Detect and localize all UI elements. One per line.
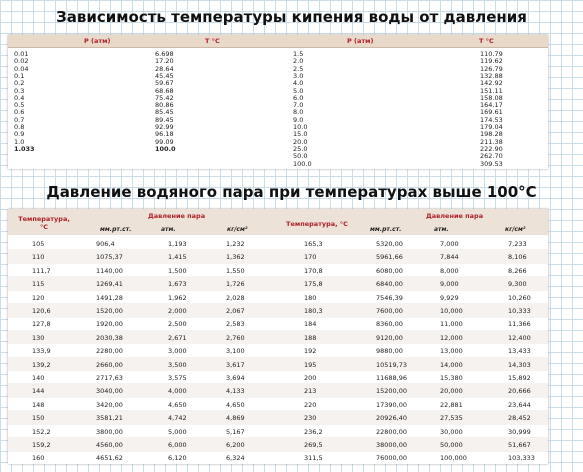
vapor-table-cell: 3420,00 bbox=[96, 400, 123, 409]
vapor-table-cell: 120,6 bbox=[32, 307, 51, 315]
vapor-table-cell: 100,000 bbox=[440, 454, 467, 463]
vapor-table-cell: 10519,73 bbox=[376, 360, 408, 369]
boiling-table-cell: 119.62 bbox=[480, 57, 503, 66]
vapor-table-cell: 2,500 bbox=[168, 320, 187, 329]
table-row bbox=[8, 357, 548, 372]
boiling-table-cell: 8.0 bbox=[293, 108, 304, 117]
vapor-table-cell: 15,892 bbox=[508, 374, 531, 382]
vapor-table-cell: 13,000 bbox=[440, 347, 463, 356]
boiling-table-cell: 7.0 bbox=[293, 101, 304, 110]
vapor-table-cell: 76000,00 bbox=[376, 454, 408, 463]
boiling-table-header bbox=[8, 35, 548, 48]
boiling-table-cell: 169.61 bbox=[480, 108, 503, 117]
vapor-table-cell: 5320,00 bbox=[376, 240, 403, 248]
vapor-table-cell: 3,100 bbox=[226, 347, 245, 356]
vapor-table-cell: 2,000 bbox=[168, 307, 187, 315]
vapor-table-cell: 1269,41 bbox=[96, 280, 123, 289]
vapor-table-cell: 9,929 bbox=[440, 293, 459, 302]
boiling-table-cell: 6.698 bbox=[155, 50, 174, 58]
boiling-table-cell: 142.92 bbox=[480, 79, 503, 88]
vapor-table-cell: 180 bbox=[304, 293, 317, 302]
table-row bbox=[8, 290, 548, 305]
vapor-table-cell: 4,133 bbox=[226, 387, 245, 396]
vapor-table-cell: 4,650 bbox=[226, 400, 245, 409]
vapor-table-cell: 30,000 bbox=[440, 427, 463, 436]
vapor-table-cell: 2660,00 bbox=[96, 360, 123, 369]
vapor-table-cell: 38000,00 bbox=[376, 441, 408, 449]
vapor-table-cell: 22,881 bbox=[440, 400, 463, 409]
vapor-table-cell: 11,366 bbox=[508, 320, 531, 329]
vapor-table-cell: 140 bbox=[32, 374, 45, 382]
boiling-table-cell: 0.8 bbox=[14, 123, 25, 131]
boiling-table-cell: 174.53 bbox=[480, 115, 503, 124]
vapor-table-cell: 6,200 bbox=[226, 441, 245, 449]
vapor-table-cell: 3,575 bbox=[168, 374, 187, 382]
vapor-table-cell: 2030,38 bbox=[96, 333, 123, 342]
header-temp-right: T °С bbox=[479, 37, 494, 45]
table-row bbox=[8, 424, 548, 439]
vapor-table-cell: 1,500 bbox=[168, 266, 187, 275]
boiling-table-cell: 1.033 bbox=[14, 144, 35, 153]
boiling-table-cell: 1.5 bbox=[293, 50, 304, 58]
vapor-table-cell: 7,233 bbox=[508, 240, 527, 248]
header-pressure-left: P (атм) bbox=[84, 37, 111, 45]
vapor-table-cell: 4,869 bbox=[226, 414, 245, 423]
vapor-table-cell: 200 bbox=[304, 374, 317, 382]
boiling-table-cell: 45.45 bbox=[155, 71, 174, 80]
boiling-table-cell: 110.79 bbox=[480, 50, 503, 58]
vapor-table-cell: 4,000 bbox=[168, 387, 187, 396]
header-pressure-group-left: Давление пара bbox=[148, 212, 206, 220]
boiling-table-cell: 4.0 bbox=[293, 79, 304, 88]
boiling-table-cell: 0.1 bbox=[14, 71, 25, 80]
vapor-table-cell: 1,673 bbox=[168, 280, 187, 289]
vapor-table-cell: 220 bbox=[304, 400, 317, 409]
vapor-table-cell: 51,667 bbox=[508, 441, 531, 449]
boiling-table-cell: 5.0 bbox=[293, 86, 304, 95]
vapor-table-cell: 2,583 bbox=[226, 320, 245, 329]
boiling-table-cell: 89.45 bbox=[155, 115, 174, 124]
vapor-table-cell: 115 bbox=[32, 280, 45, 289]
vapor-table-cell: 3,500 bbox=[168, 360, 187, 369]
vapor-table-cell: 1,193 bbox=[168, 240, 187, 248]
vapor-table-cell: 1140,00 bbox=[96, 266, 123, 275]
boiling-table-cell: 2.0 bbox=[293, 57, 304, 66]
header-temperature-left: Температура, °С bbox=[18, 215, 70, 231]
vapor-table-cell: 1,962 bbox=[168, 293, 187, 302]
vapor-table-cell: 160 bbox=[32, 454, 45, 463]
vapor-table-cell: 4,742 bbox=[168, 414, 187, 423]
vapor-table-cell: 120 bbox=[32, 293, 45, 302]
vapor-table-cell: 3800,00 bbox=[96, 427, 123, 436]
vapor-table-title: Давление водяного пара при температурах выше 100°С bbox=[46, 183, 537, 201]
vapor-table-cell: 103,333 bbox=[508, 454, 535, 463]
boiling-table-cell: 0.2 bbox=[14, 79, 25, 88]
vapor-table-cell: 170 bbox=[304, 253, 317, 262]
vapor-table-cell: 6,324 bbox=[226, 454, 245, 463]
vapor-pressure-table bbox=[8, 209, 548, 464]
header-mmhg-left: мм.рт.ст. bbox=[100, 226, 132, 233]
vapor-table-cell: 3,000 bbox=[168, 347, 187, 356]
vapor-table-cell: 9880,00 bbox=[376, 347, 403, 356]
vapor-table-cell: 127,8 bbox=[32, 320, 51, 329]
table-row bbox=[8, 410, 548, 425]
vapor-table-cell: 8,266 bbox=[508, 266, 527, 275]
vapor-table-cell: 6840,00 bbox=[376, 280, 403, 289]
vapor-table-cell: 111,7 bbox=[32, 266, 51, 275]
boiling-table-cell: 3.0 bbox=[293, 71, 304, 80]
boiling-table-cell: 0.02 bbox=[14, 57, 29, 66]
vapor-table-cell: 184 bbox=[304, 320, 317, 329]
vapor-table-cell: 165,3 bbox=[304, 240, 323, 248]
boiling-table-cell: 158.08 bbox=[480, 93, 503, 102]
vapor-table-cell: 192 bbox=[304, 347, 317, 356]
vapor-table-cell: 1491,28 bbox=[96, 293, 123, 302]
vapor-table-cell: 1,550 bbox=[226, 266, 245, 275]
vapor-table-cell: 2,028 bbox=[226, 293, 245, 302]
header-pressure-right: P (атм) bbox=[347, 37, 374, 45]
header-kgcm-left: кг/см² bbox=[227, 226, 248, 233]
vapor-table-cell: 1,362 bbox=[226, 253, 245, 262]
header-kgcm-right: кг/см² bbox=[505, 226, 526, 233]
vapor-table-cell: 4,650 bbox=[168, 400, 187, 409]
boiling-table-cell: 0.6 bbox=[14, 108, 25, 117]
vapor-table-cell: 7,000 bbox=[440, 240, 459, 248]
boiling-point-table bbox=[8, 35, 548, 169]
header-pressure-group-right: Давление пара bbox=[426, 212, 484, 220]
table-row bbox=[8, 303, 548, 318]
vapor-table-cell: 906,4 bbox=[96, 240, 115, 248]
table-row bbox=[8, 276, 548, 291]
vapor-table-cell: 2280,00 bbox=[96, 347, 123, 356]
vapor-table-cell: 130 bbox=[32, 333, 45, 342]
vapor-table-cell: 188 bbox=[304, 333, 317, 342]
vapor-table-cell: 20926,40 bbox=[376, 414, 408, 423]
vapor-table-cell: 11688,96 bbox=[376, 374, 408, 382]
vapor-table-cell: 6,000 bbox=[168, 441, 187, 449]
vapor-table-cell: 4560,00 bbox=[96, 441, 123, 449]
vapor-table-cell: 20,000 bbox=[440, 387, 463, 396]
vapor-table-cell: 9120,00 bbox=[376, 333, 403, 342]
table-row bbox=[8, 397, 548, 412]
boiling-table-cell: 0.3 bbox=[14, 86, 25, 95]
vapor-table-cell: 23,644 bbox=[508, 400, 531, 409]
header-temperature-right: Температура, °С bbox=[286, 220, 348, 228]
boiling-table-cell: 126.79 bbox=[480, 64, 503, 73]
vapor-table-cell: 12,000 bbox=[440, 333, 463, 342]
vapor-table-cell: 5961,66 bbox=[376, 253, 403, 262]
boiling-table-cell: 99.09 bbox=[155, 137, 174, 146]
table-row bbox=[8, 263, 548, 278]
boiling-table-cell: 309.53 bbox=[480, 159, 503, 168]
vapor-table-cell: 195 bbox=[304, 360, 317, 369]
boiling-table-cell: 222.90 bbox=[480, 144, 503, 153]
vapor-table-cell: 148 bbox=[32, 400, 45, 409]
vapor-table-cell: 3040,00 bbox=[96, 387, 123, 396]
boiling-table-cell: 2.5 bbox=[293, 64, 304, 73]
header-mmhg-right: мм.рт.ст. bbox=[370, 226, 402, 233]
boiling-table-cell: 0.9 bbox=[14, 130, 25, 139]
vapor-table-cell: 12,400 bbox=[508, 333, 531, 342]
vapor-table-cell: 5,167 bbox=[226, 427, 245, 436]
vapor-table-cell: 10,260 bbox=[508, 293, 531, 302]
boiling-table-cell: 0.7 bbox=[14, 115, 25, 124]
vapor-table-cell: 7600,00 bbox=[376, 307, 403, 315]
vapor-table-cell: 1920,00 bbox=[96, 320, 123, 329]
boiling-table-cell: 0.01 bbox=[14, 50, 29, 58]
boiling-table-cell: 96.18 bbox=[155, 130, 174, 139]
vapor-table-cell: 10,000 bbox=[440, 307, 463, 315]
vapor-table-cell: 7546,39 bbox=[376, 293, 403, 302]
boiling-table-cell: 132.88 bbox=[480, 71, 503, 80]
vapor-table-cell: 20,666 bbox=[508, 387, 531, 396]
vapor-table-cell: 159,2 bbox=[32, 441, 51, 449]
vapor-table-cell: 50,000 bbox=[440, 441, 463, 449]
vapor-table-cell: 230 bbox=[304, 414, 317, 423]
vapor-table-cell: 1,726 bbox=[226, 280, 245, 289]
table-row bbox=[8, 236, 548, 251]
vapor-table-cell: 7,844 bbox=[440, 253, 459, 262]
vapor-table-cell: 180,3 bbox=[304, 307, 323, 315]
boiling-table-cell: 100.0 bbox=[155, 144, 176, 153]
vapor-table-cell: 27,535 bbox=[440, 414, 463, 423]
vapor-table-cell: 14,303 bbox=[508, 360, 531, 369]
boiling-table-cell: 59.67 bbox=[155, 79, 174, 88]
table-row bbox=[8, 343, 548, 358]
vapor-table-cell: 11,000 bbox=[440, 320, 463, 329]
boiling-table-cell: 85.45 bbox=[155, 108, 174, 117]
vapor-table-cell: 30,999 bbox=[508, 427, 531, 436]
vapor-table-cell: 17390,00 bbox=[376, 400, 408, 409]
vapor-table-cell: 8360,00 bbox=[376, 320, 403, 329]
vapor-table-cell: 144 bbox=[32, 387, 45, 396]
boiling-table-cell: 1.0 bbox=[14, 137, 25, 146]
table-row bbox=[8, 383, 548, 398]
vapor-table-cell: 152,2 bbox=[32, 427, 51, 436]
boiling-table-cell: 80.86 bbox=[155, 101, 174, 110]
vapor-table-cell: 236,2 bbox=[304, 427, 323, 436]
boiling-table-cell: 211.38 bbox=[480, 137, 503, 146]
boiling-table-cell: 0.5 bbox=[14, 101, 25, 110]
vapor-table-cell: 5,000 bbox=[168, 427, 187, 436]
vapor-table-cell: 139,2 bbox=[32, 360, 51, 369]
vapor-table-cell: 3581,21 bbox=[96, 414, 123, 423]
boiling-table-cell: 0.04 bbox=[14, 64, 29, 73]
vapor-table-cell: 10,333 bbox=[508, 307, 531, 315]
boiling-table-cell: 262.70 bbox=[480, 152, 503, 161]
vapor-table-cell: 2,067 bbox=[226, 307, 245, 315]
boiling-table-cell: 0.4 bbox=[14, 93, 25, 102]
boiling-table-cell: 6.0 bbox=[293, 93, 304, 102]
vapor-table-cell: 110 bbox=[32, 253, 45, 262]
vapor-table-cell: 105 bbox=[32, 240, 45, 248]
boiling-table-cell: 75.42 bbox=[155, 93, 174, 102]
header-atm-left: атм. bbox=[161, 226, 176, 233]
vapor-table-cell: 6080,00 bbox=[376, 266, 403, 275]
table-row bbox=[8, 330, 548, 345]
vapor-table-cell: 213 bbox=[304, 387, 317, 396]
vapor-table-cell: 8,106 bbox=[508, 253, 527, 262]
vapor-table-cell: 4651,62 bbox=[96, 454, 123, 463]
boiling-table-cell: 25.0 bbox=[293, 144, 308, 153]
vapor-table-cell: 15,380 bbox=[440, 374, 463, 382]
vapor-table-header bbox=[8, 209, 548, 235]
boiling-table-cell: 100.0 bbox=[293, 159, 312, 168]
vapor-table-cell: 15200,00 bbox=[376, 387, 408, 396]
vapor-table-cell: 1520,00 bbox=[96, 307, 123, 315]
vapor-table-cell: 9,000 bbox=[440, 280, 459, 289]
boiling-table-cell: 28.64 bbox=[155, 64, 174, 73]
boiling-table-cell: 68.68 bbox=[155, 86, 174, 95]
header-temp-left: T °С bbox=[205, 37, 220, 45]
boiling-table-title: Зависимость температуры кипения воды от давления bbox=[56, 8, 527, 26]
vapor-table-cell: 8,000 bbox=[440, 266, 459, 275]
vapor-table-cell: 133,9 bbox=[32, 347, 51, 356]
vapor-table-cell: 175,8 bbox=[304, 280, 323, 289]
vapor-table-cell: 1075,37 bbox=[96, 253, 123, 262]
vapor-table-cell: 2,671 bbox=[168, 333, 187, 342]
vapor-table-cell: 2,760 bbox=[226, 333, 245, 342]
vapor-table-cell: 2717,63 bbox=[96, 374, 123, 382]
boiling-table-cell: 9.0 bbox=[293, 115, 304, 124]
vapor-table-cell: 311,5 bbox=[304, 454, 323, 463]
vapor-table-cell: 13,433 bbox=[508, 347, 531, 356]
boiling-table-cell: 92.99 bbox=[155, 123, 174, 131]
vapor-table-cell: 3,617 bbox=[226, 360, 245, 369]
table-row bbox=[8, 450, 548, 465]
boiling-table-cell: 15.0 bbox=[293, 130, 308, 139]
boiling-table-cell: 17.20 bbox=[155, 57, 174, 66]
boiling-table-cell: 164.17 bbox=[480, 101, 503, 110]
header-atm-right: атм. bbox=[434, 226, 449, 233]
vapor-table-cell: 22800,00 bbox=[376, 427, 408, 436]
vapor-table-cell: 170,8 bbox=[304, 266, 323, 275]
vapor-table-cell: 6,120 bbox=[168, 454, 187, 463]
vapor-table-cell: 9,300 bbox=[508, 280, 527, 289]
vapor-table-cell: 14,000 bbox=[440, 360, 463, 369]
vapor-table-cell: 28,452 bbox=[508, 414, 531, 423]
table-row bbox=[8, 316, 548, 331]
vapor-table-cell: 1,415 bbox=[168, 253, 187, 262]
boiling-table-cell: 20.0 bbox=[293, 137, 308, 146]
boiling-table-cell: 50.0 bbox=[293, 152, 308, 161]
vapor-table-cell: 3,694 bbox=[226, 374, 245, 382]
boiling-table-cell: 10.0 bbox=[293, 123, 308, 131]
table-row bbox=[8, 249, 548, 264]
boiling-table-cell: 151.11 bbox=[480, 86, 503, 95]
vapor-table-cell: 269,5 bbox=[304, 441, 323, 449]
boiling-table-cell: 198.28 bbox=[480, 130, 503, 139]
table-row bbox=[8, 437, 548, 452]
table-row bbox=[8, 370, 548, 385]
vapor-table-cell: 150 bbox=[32, 414, 45, 423]
vapor-table-cell: 1,232 bbox=[226, 240, 245, 248]
boiling-table-cell: 179.04 bbox=[480, 123, 503, 131]
